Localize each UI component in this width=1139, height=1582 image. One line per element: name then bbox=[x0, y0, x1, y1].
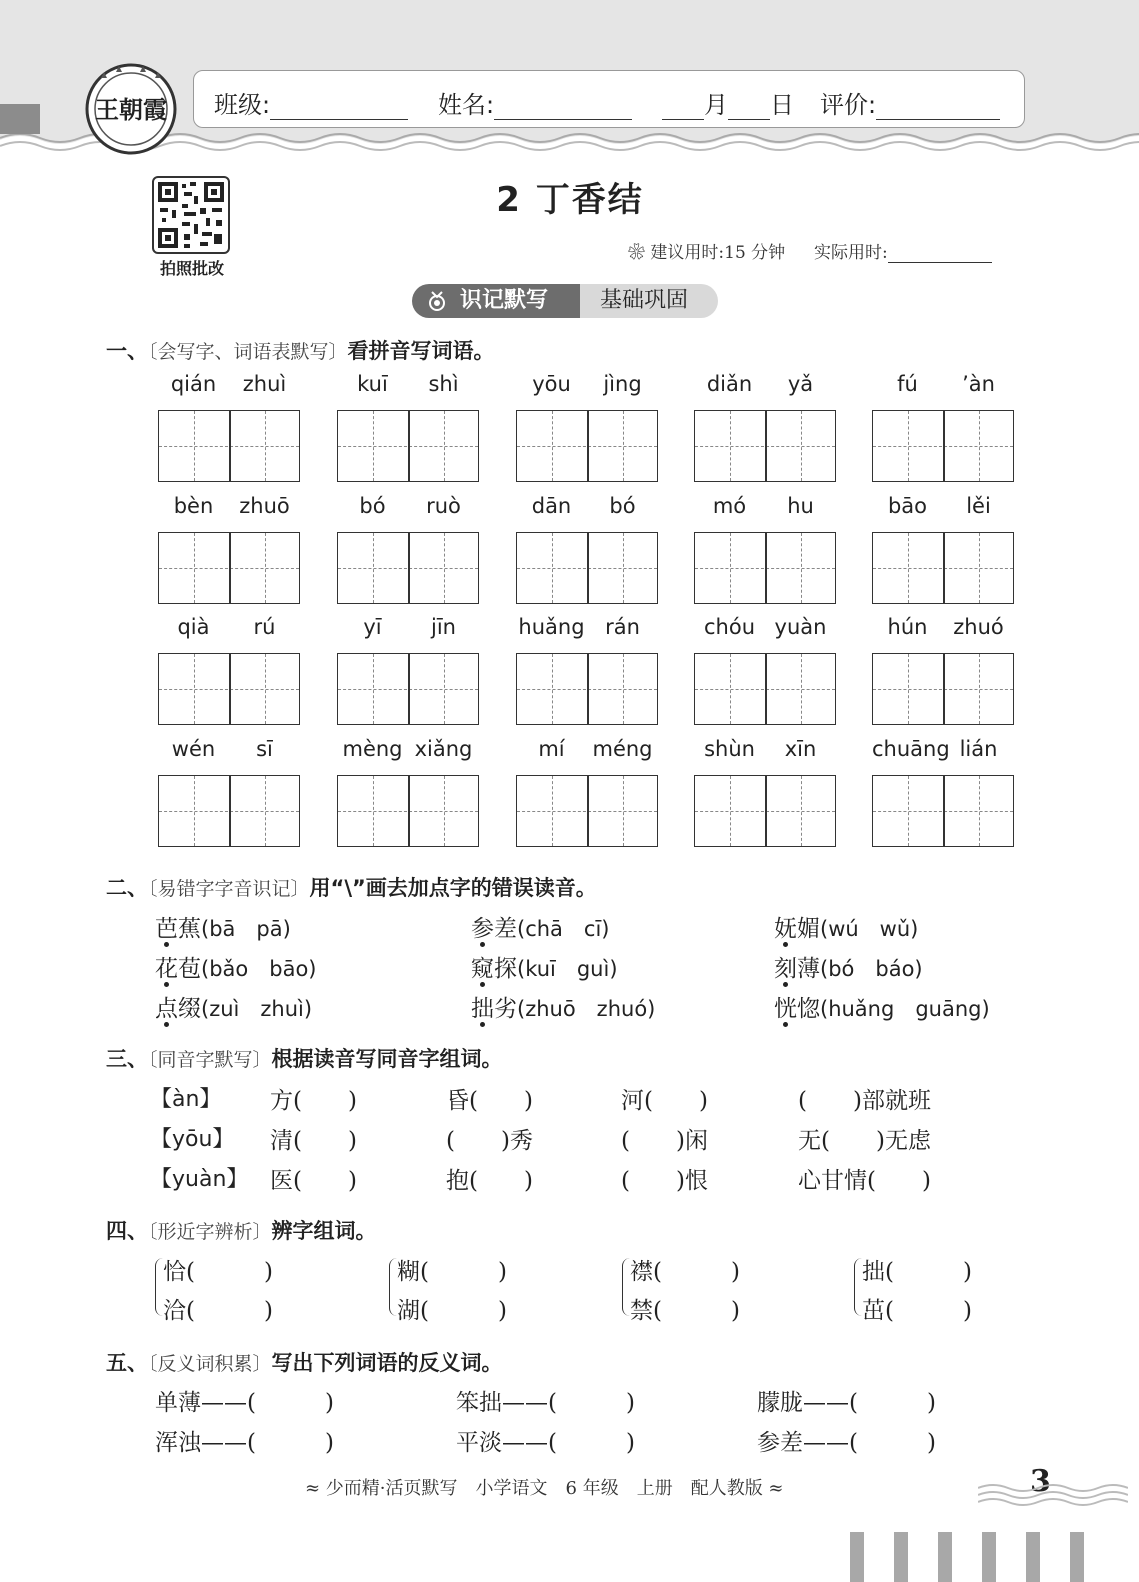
pinyin-label bbox=[516, 494, 658, 524]
reading-item[interactable] bbox=[471, 990, 655, 1023]
stripe-bar bbox=[1026, 1532, 1040, 1582]
tianzige-box[interactable] bbox=[694, 653, 836, 725]
pinyin-syllable: bāo bbox=[887, 494, 928, 518]
antonym-blank[interactable]: 笨拙——( ) bbox=[456, 1390, 635, 1416]
word-writing-cell bbox=[694, 372, 836, 444]
pinyin-syllable: yǎ bbox=[787, 372, 814, 396]
qr-code[interactable] bbox=[152, 176, 230, 254]
similar-char-blank[interactable]: 恰( ) bbox=[163, 1259, 273, 1285]
pinyin-label bbox=[337, 615, 479, 645]
pinyin-syllable: jīn bbox=[431, 615, 456, 639]
pinyin-syllable: wén bbox=[171, 737, 216, 761]
footer-text: ≈ 少而精·活页默写 小学语文 6 年级 上册 配人教版 ≈ bbox=[305, 1478, 784, 1499]
pinyin-syllable: lián bbox=[959, 737, 998, 761]
pinyin-syllable: chóu bbox=[703, 615, 755, 639]
class-label: 班级: bbox=[214, 91, 271, 119]
pinyin-syllable: jìng bbox=[603, 372, 642, 396]
pinyin-syllable: ’àn bbox=[962, 372, 995, 396]
pinyin-syllable: yī bbox=[363, 615, 382, 639]
reading-options: (bó báo) bbox=[820, 957, 923, 981]
pinyin-label bbox=[516, 615, 658, 645]
antonym-blank[interactable]: 浑浊——( ) bbox=[155, 1430, 334, 1456]
similar-char-blank[interactable]: 拙( ) bbox=[862, 1259, 972, 1285]
pinyin-syllable: bó bbox=[359, 494, 386, 518]
homophone-blank[interactable]: 无( )无虑 bbox=[798, 1128, 931, 1154]
pinyin-syllable: xīn bbox=[784, 737, 817, 761]
homophone-blank[interactable]: 昏( ) bbox=[446, 1088, 533, 1114]
tianzige-box[interactable] bbox=[694, 410, 836, 482]
reading-item[interactable] bbox=[471, 950, 618, 983]
word-writing-cell bbox=[694, 737, 836, 809]
medal-icon bbox=[426, 290, 448, 312]
pinyin-label bbox=[158, 737, 300, 767]
pinyin-syllable: diǎn bbox=[706, 372, 753, 396]
homophone-blank[interactable]: 医( ) bbox=[270, 1168, 357, 1194]
reading-options: (bā pā) bbox=[201, 917, 291, 941]
similar-char-blank[interactable]: 襟( ) bbox=[630, 1259, 740, 1285]
word-writing-cell bbox=[337, 372, 479, 444]
word-writing-cell bbox=[516, 615, 658, 687]
word-writing-cell bbox=[337, 615, 479, 687]
student-info-box bbox=[193, 70, 1025, 128]
actual-time-input[interactable] bbox=[888, 245, 992, 263]
pinyin-syllable: bèn bbox=[173, 494, 214, 518]
tianzige-box[interactable] bbox=[337, 532, 479, 604]
tianzige-box[interactable] bbox=[516, 532, 658, 604]
pinyin-syllable: huǎng bbox=[518, 615, 585, 639]
homophone-blank[interactable]: ( )闲 bbox=[621, 1128, 708, 1154]
emphasis-dot bbox=[164, 942, 169, 947]
similar-char-blank[interactable]: 湖( ) bbox=[397, 1298, 507, 1324]
emphasis-dot bbox=[480, 942, 485, 947]
pinyin-label bbox=[694, 372, 836, 402]
suggested-time: 建议用时:15 分钟 bbox=[650, 243, 786, 263]
reading-word: 妩媚 bbox=[774, 916, 820, 942]
pinyin-label bbox=[337, 737, 479, 767]
reading-word: 刻薄 bbox=[774, 956, 820, 982]
reading-item[interactable] bbox=[774, 990, 990, 1023]
reading-options: (huǎng guāng) bbox=[820, 997, 990, 1021]
word-writing-cell bbox=[872, 615, 1014, 687]
pinyin-label bbox=[516, 372, 658, 402]
word-writing-cell bbox=[872, 737, 1014, 809]
reading-word: 拙劣 bbox=[471, 996, 517, 1022]
homophone-blank[interactable]: 方( ) bbox=[270, 1088, 357, 1114]
pinyin-syllable: qià bbox=[177, 615, 210, 639]
tianzige-box[interactable] bbox=[158, 653, 300, 725]
tianzige-box[interactable] bbox=[158, 775, 300, 847]
day-label: 日 bbox=[770, 91, 794, 119]
word-writing-cell bbox=[694, 494, 836, 566]
stripe-bar bbox=[894, 1532, 908, 1582]
evaluation-label: 评价: bbox=[820, 91, 877, 119]
tianzige-box[interactable] bbox=[516, 775, 658, 847]
pinyin-syllable: rán bbox=[605, 615, 640, 639]
pinyin-syllable: méng bbox=[592, 737, 653, 761]
pinyin-label bbox=[516, 737, 658, 767]
word-writing-cell bbox=[158, 615, 300, 687]
pinyin-syllable: yuàn bbox=[774, 615, 827, 639]
pinyin-syllable: xiǎng bbox=[414, 737, 473, 761]
emphasis-dot bbox=[164, 1022, 169, 1027]
similar-char-blank[interactable]: 禁( ) bbox=[630, 1298, 740, 1324]
page-number: 3 bbox=[1030, 1464, 1051, 1499]
pinyin-syllable: rú bbox=[253, 615, 276, 639]
word-writing-cell bbox=[158, 372, 300, 444]
reading-item[interactable] bbox=[155, 990, 312, 1023]
flower-icon: ❀ bbox=[628, 243, 645, 263]
reading-options: (bǎo bāo) bbox=[201, 957, 317, 981]
word-writing-cell bbox=[516, 372, 658, 444]
homophone-blank[interactable]: 河( ) bbox=[621, 1088, 708, 1114]
reading-word: 参差 bbox=[471, 916, 517, 942]
tianzige-box[interactable] bbox=[694, 775, 836, 847]
reading-options: (zhuō zhuó) bbox=[517, 997, 656, 1021]
qr-label: 拍照批改 bbox=[159, 259, 224, 278]
homophone-blank[interactable]: 抱( ) bbox=[446, 1168, 533, 1194]
pinyin-syllable: qián bbox=[170, 372, 217, 396]
tianzige-box[interactable] bbox=[158, 532, 300, 604]
tianzige-box[interactable] bbox=[516, 410, 658, 482]
name-label: 姓名: bbox=[438, 91, 495, 119]
pinyin-label bbox=[694, 494, 836, 524]
section-1-heading: 一、〔会写字、词语表默写〕看拼音写词语。 bbox=[106, 339, 495, 363]
tianzige-box[interactable] bbox=[337, 653, 479, 725]
antonym-blank[interactable]: 平淡——( ) bbox=[456, 1430, 635, 1456]
lesson-title: 2 丁香结 bbox=[496, 180, 644, 220]
reading-item[interactable] bbox=[774, 950, 923, 983]
homophone-key: 【yōu】 bbox=[150, 1127, 235, 1152]
pinyin-syllable: mèng bbox=[342, 737, 403, 761]
homophone-blank[interactable]: ( )秀 bbox=[446, 1128, 533, 1154]
pinyin-label bbox=[158, 494, 300, 524]
pinyin-syllable: lěi bbox=[966, 494, 991, 518]
homophone-key: 【yuàn】 bbox=[150, 1167, 249, 1192]
pinyin-syllable: mí bbox=[538, 737, 565, 761]
pinyin-syllable: zhuō bbox=[239, 494, 290, 518]
footer-wave bbox=[978, 1480, 1128, 1510]
evaluation-field[interactable] bbox=[820, 85, 1000, 120]
reading-word: 窥探 bbox=[471, 956, 517, 982]
reading-options: (wú wǔ) bbox=[820, 917, 919, 941]
pinyin-syllable: zhuó bbox=[953, 615, 1004, 639]
pinyin-label bbox=[872, 372, 1014, 402]
pinyin-syllable: bó bbox=[609, 494, 636, 518]
pinyin-syllable: ruò bbox=[426, 494, 461, 518]
banner-right: 基础巩固 bbox=[580, 284, 718, 318]
homophone-key: 【àn】 bbox=[150, 1087, 222, 1112]
word-writing-cell bbox=[872, 372, 1014, 444]
reading-options: (zuì zhuì) bbox=[201, 997, 313, 1021]
emphasis-dot bbox=[164, 982, 169, 987]
class-field[interactable] bbox=[214, 85, 408, 120]
left-tab-marker bbox=[0, 104, 40, 134]
pinyin-syllable: shì bbox=[428, 372, 459, 396]
pinyin-syllable: sī bbox=[256, 737, 273, 761]
pinyin-label bbox=[158, 615, 300, 645]
word-writing-cell bbox=[337, 737, 479, 809]
tianzige-box[interactable] bbox=[694, 532, 836, 604]
pinyin-syllable: hu bbox=[787, 494, 814, 518]
pinyin-syllable: kuī bbox=[357, 372, 388, 396]
word-writing-cell bbox=[516, 494, 658, 566]
stripe-bar bbox=[850, 1532, 864, 1582]
similar-char-blank[interactable]: 洽( ) bbox=[163, 1298, 273, 1324]
pinyin-label bbox=[694, 737, 836, 767]
actual-time-label: 实际用时: bbox=[813, 243, 888, 263]
name-field[interactable] bbox=[438, 85, 632, 120]
tianzige-box[interactable] bbox=[872, 532, 1014, 604]
pinyin-label bbox=[158, 372, 300, 402]
antonym-blank[interactable]: 朦胧——( ) bbox=[757, 1390, 936, 1416]
emphasis-dot bbox=[783, 942, 788, 947]
section-2-heading: 二、〔易错字字音识记〕用“\”画去加点字的错误读音。 bbox=[106, 876, 597, 900]
section-3-heading: 三、〔同音字默写〕根据读音写同音字组词。 bbox=[106, 1047, 503, 1071]
reading-options: (kuī guì) bbox=[517, 957, 618, 981]
emphasis-dot bbox=[783, 982, 788, 987]
pinyin-label bbox=[872, 494, 1014, 524]
tianzige-box[interactable] bbox=[872, 653, 1014, 725]
emphasis-dot bbox=[480, 1022, 485, 1027]
word-writing-cell bbox=[158, 494, 300, 566]
pinyin-label bbox=[337, 494, 479, 524]
pinyin-syllable: fú bbox=[897, 372, 918, 396]
pinyin-syllable: dān bbox=[531, 494, 572, 518]
reading-item[interactable] bbox=[155, 910, 291, 943]
homophone-blank[interactable]: ( )部就班 bbox=[798, 1088, 931, 1114]
stripe-bar bbox=[1070, 1532, 1084, 1582]
pinyin-syllable: hún bbox=[887, 615, 928, 639]
pinyin-syllable: yōu bbox=[532, 372, 571, 396]
similar-char-blank[interactable]: 糊( ) bbox=[397, 1259, 507, 1285]
publisher-logo bbox=[84, 62, 178, 156]
homophone-blank[interactable]: 清( ) bbox=[270, 1128, 357, 1154]
emphasis-dot bbox=[783, 1022, 788, 1027]
homophone-blank[interactable]: 心甘情( ) bbox=[798, 1168, 931, 1194]
reading-item[interactable] bbox=[155, 950, 316, 983]
pinyin-label bbox=[872, 737, 1014, 767]
word-writing-cell bbox=[337, 494, 479, 566]
pinyin-label bbox=[872, 615, 1014, 645]
pinyin-label bbox=[694, 615, 836, 645]
tianzige-box[interactable] bbox=[158, 410, 300, 482]
section-5-heading: 五、〔反义词积累〕写出下列词语的反义词。 bbox=[106, 1351, 503, 1375]
stripe-bar bbox=[938, 1532, 952, 1582]
antonym-blank[interactable]: 单薄——( ) bbox=[155, 1390, 334, 1416]
tianzige-box[interactable] bbox=[516, 653, 658, 725]
reading-item[interactable] bbox=[774, 910, 918, 943]
homophone-blank[interactable]: ( )恨 bbox=[621, 1168, 708, 1194]
tianzige-box[interactable] bbox=[337, 775, 479, 847]
month-label: 月 bbox=[704, 91, 728, 119]
reading-options: (chā cī) bbox=[517, 917, 610, 941]
pinyin-syllable: zhuì bbox=[242, 372, 287, 396]
pinyin-label bbox=[337, 372, 479, 402]
antonym-blank[interactable]: 参差——( ) bbox=[757, 1430, 936, 1456]
time-info bbox=[628, 238, 992, 263]
emphasis-dot bbox=[480, 982, 485, 987]
reading-word: 芭蕉 bbox=[155, 916, 201, 942]
reading-word: 花苞 bbox=[155, 956, 201, 982]
reading-word: 恍惚 bbox=[774, 996, 820, 1022]
pinyin-syllable: chuāng bbox=[872, 737, 950, 761]
section-4-heading: 四、〔形近字辨析〕辨字组词。 bbox=[106, 1219, 377, 1243]
svg-text:王朝霞: 王朝霞 bbox=[95, 95, 167, 124]
pinyin-syllable: mó bbox=[712, 494, 747, 518]
tianzige-box[interactable] bbox=[872, 775, 1014, 847]
date-field[interactable] bbox=[662, 85, 794, 120]
reading-item[interactable] bbox=[471, 910, 610, 943]
tianzige-box[interactable] bbox=[872, 410, 1014, 482]
word-writing-cell bbox=[872, 494, 1014, 566]
pinyin-syllable: shùn bbox=[704, 737, 755, 761]
stripe-bar bbox=[982, 1532, 996, 1582]
word-writing-cell bbox=[694, 615, 836, 687]
banner-left: 识记默写 bbox=[412, 284, 588, 318]
reading-word: 点缀 bbox=[155, 996, 201, 1022]
word-writing-cell bbox=[158, 737, 300, 809]
word-writing-cell bbox=[516, 737, 658, 809]
similar-char-blank[interactable]: 茁( ) bbox=[862, 1298, 972, 1324]
tianzige-box[interactable] bbox=[337, 410, 479, 482]
